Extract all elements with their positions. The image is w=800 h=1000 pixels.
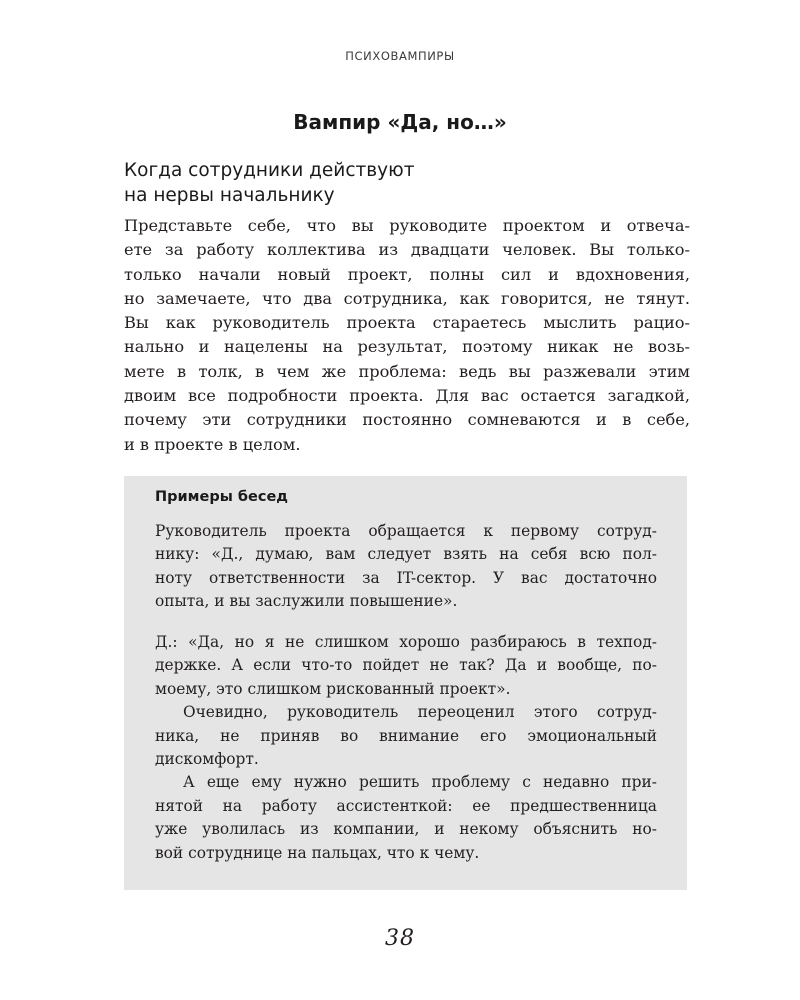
page-number: 38 (385, 926, 415, 951)
text-line: двоим все подробности проекта. Для вас остается загадкой, (124, 386, 690, 406)
text-line: Представьте себе, что вы руководите проектом и отвеча- (124, 216, 690, 235)
text-line: нику: «Д., думаю, вам следует взять на себя всю пол- (155, 545, 657, 564)
text-line: нально и нацелены на результат, поэтому никак не возь- (124, 337, 690, 357)
intro-paragraph (124, 214, 690, 457)
text-line: ника, не приняв во внимание его эмоциональный (155, 726, 657, 745)
text-line: моему, это слишком рискованный проект». (155, 679, 511, 698)
text-line: Д.: «Да, но я не слишком хорошо разбираюсь в техпод- (155, 633, 657, 651)
text-line: почему эти сотрудники постоянно сомневаются и в себе, (124, 410, 690, 430)
examples-box (124, 476, 687, 890)
chapter-title: Вампир «Да, но…» (293, 110, 507, 134)
text-line: дискомфорт. (155, 750, 259, 769)
subtitle-line: Когда сотрудники действуют (124, 160, 415, 181)
text-line: Вы как руководитель проекта стараетесь мыслить рацио- (124, 313, 690, 333)
text-line: вой сотруднице на пальцах, что к чему. (155, 843, 480, 862)
text-line: и в проекте в целом. (124, 434, 301, 454)
subtitle-line: на нервы начальнику (124, 185, 335, 206)
box-title: Примеры бесед (155, 489, 288, 505)
text-line: держке. А если что-то пойдет не так? Да и вообще, по- (155, 656, 657, 675)
text-line: только начали новый проект, полны сил и вдохновения, (124, 264, 690, 284)
box-paragraph (155, 520, 657, 614)
box-paragraph (155, 631, 657, 865)
text-line: А еще ему нужно решить проблему с недавно при- (183, 773, 657, 792)
text-line: уже уволилась из компании, и некому объяснить но- (155, 820, 657, 839)
running-header: ПСИХОВАМПИРЫ (345, 49, 455, 63)
text-line: Руководитель проекта обращается к первому сотруд- (155, 522, 657, 540)
text-line: ноту ответственности за IT-сектор. У вас достаточно (155, 568, 657, 587)
text-line: опыта, и вы заслужили повышение». (155, 592, 458, 611)
text-line: но замечаете, что два сотрудника, как говорится, не тянут. (124, 288, 690, 308)
section-subtitle (124, 158, 684, 208)
text-line: ете за работу коллектива из двадцати человек. Вы только- (124, 240, 690, 260)
text-line: мете в толк, в чем же проблема: ведь вы разжевали этим (124, 361, 690, 381)
text-line: нятой на работу ассистенткой: ее предшественница (155, 796, 657, 815)
text-line: Очевидно, руководитель переоценил этого сотруд- (183, 703, 657, 722)
